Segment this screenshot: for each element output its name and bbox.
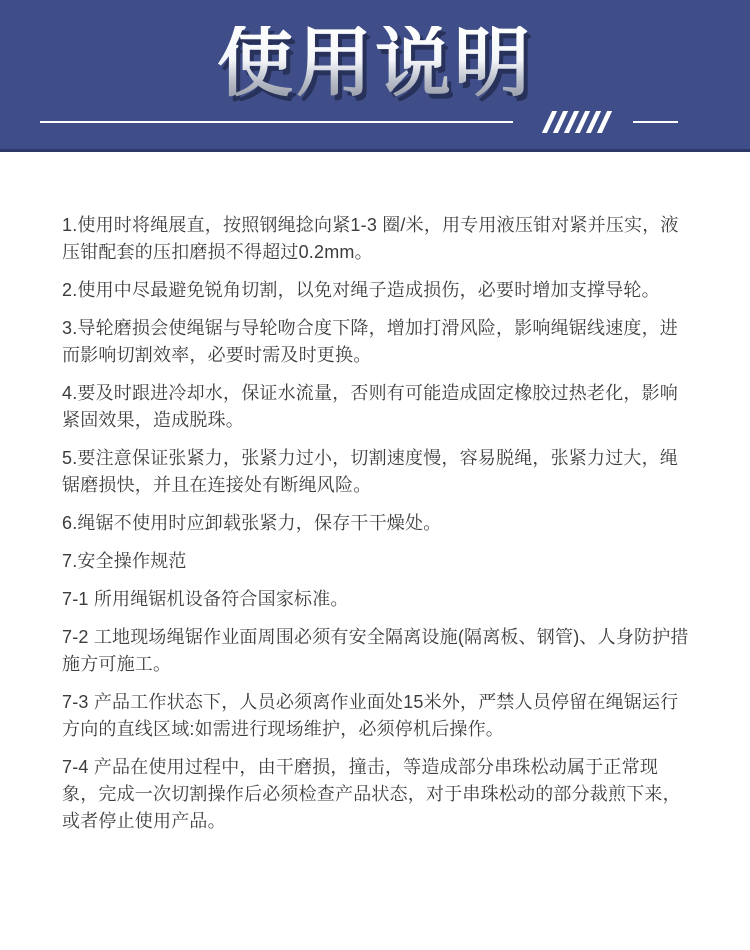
instruction-item: 3.导轮磨损会使绳锯与导轮吻合度下降，增加打滑风险，影响绳锯线速度，进而影响切割效率，必要时需及时更换。 (62, 318, 679, 365)
instruction-item: 5.要注意保证张紧力，张紧力过小，切割速度慢，容易脱绳，张紧力过大，绳锯磨损快，并且在连接处有断绳风险。 (62, 448, 679, 495)
header-banner (0, 0, 750, 152)
page-title: 使用说明 (0, 26, 750, 102)
instruction-item: 7-1 所用绳锯机设备符合国家标准。 (62, 589, 349, 609)
instruction-item: 7-2 工地现场绳锯作业面周围必须有安全隔离设施(隔离板、钢管)、人身防护措施方可施工。 (62, 627, 689, 674)
instruction-item: 7.安全操作规范 (62, 551, 187, 571)
instruction-item: 2.使用中尽最避免锐角切割，以免对绳子造成损伤，必要时增加支撑导轮。 (62, 280, 660, 300)
title-decoration-row (0, 111, 750, 133)
instruction-item: 4.要及时跟进冷却水，保证水流量，否则有可能造成固定橡胶过热老化，影响紧固效果，造成脱珠。 (62, 383, 679, 430)
title-underline (40, 121, 513, 123)
dash-decoration (633, 121, 678, 123)
instruction-item: 1.使用时将绳展直，按照钢绳捻向紧1-3 圈/米，用专用液压钳对紧并压实，液压钳配套的压扣磨损不得超过0.2mm。 (62, 215, 679, 262)
slash-stripes-icon (547, 111, 607, 133)
instruction-item: 7-3 产品工作状态下，人员必须离作业面处15米外，严禁人员停留在绳锯运行方向的直线区域:如需进行现场维护，必须停机后操作。 (62, 692, 679, 739)
instruction-item: 6.绳锯不使用时应卸载张紧力，保存干干燥处。 (62, 513, 442, 533)
instruction-item: 7-4 产品在使用过程中，由干磨损，撞击，等造成部分串珠松动属于正常现象，完成一次切割操作后必须检查产品状态，对于串珠松动的部分裁煎下来，或者停止使用产品。 (62, 757, 681, 831)
instructions-list (0, 152, 750, 835)
